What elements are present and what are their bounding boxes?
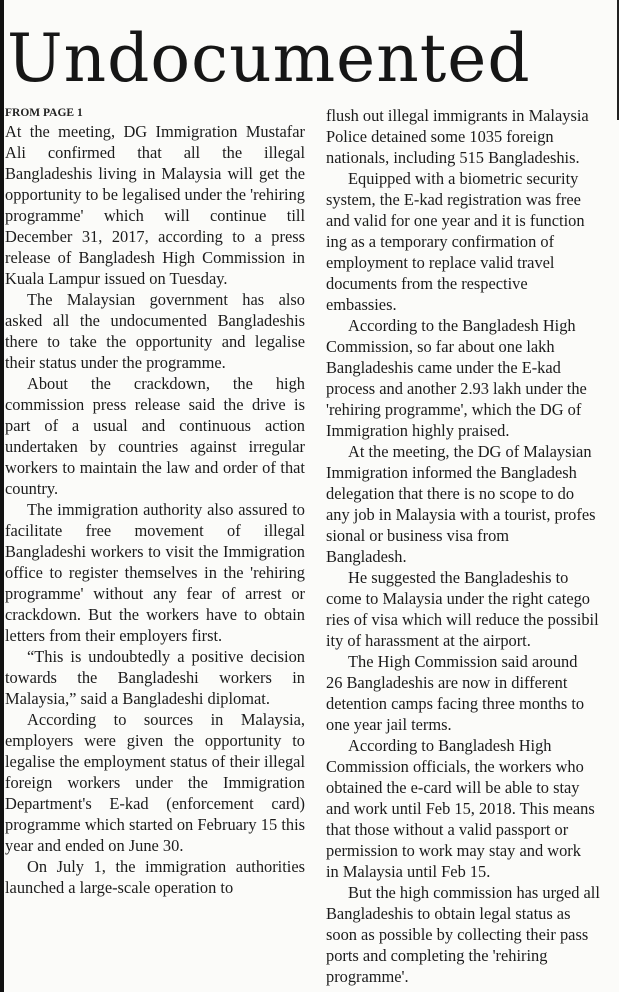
text-line: ing as a temporary confirmation of <box>326 232 555 251</box>
text-line: Immigration highly praised. <box>326 421 510 440</box>
text-line: Bangladesh. <box>326 547 407 566</box>
column-rule <box>0 0 4 992</box>
article-column-right <box>326 105 619 992</box>
text-line: According to the Bangladesh High <box>348 316 576 335</box>
text-line: come to Malaysia under the right catego <box>326 589 590 608</box>
paragraph: About the crackdown, the high commission press release said the drive is part of a usual and continuous action undertaken by countries against irregular workers to maintain the law and order of that country. <box>5 374 305 498</box>
text-line: obtained the e-card will be able to stay <box>326 778 580 797</box>
text-line: system, the E-kad registration was free <box>326 190 581 209</box>
paragraph: The immigration authority also assured to facilitate free movement of illegal Bangladeshi workers to visit the Immigration office to register themselves in the 'rehiring programme' without any fear of arrest or crackdown. But the workers have to obtain letters from their employers first. <box>5 500 305 645</box>
text-line: and valid for one year and it is function <box>326 211 585 230</box>
text-line: According to Bangladesh High <box>348 736 552 755</box>
paragraph: “This is undoubtedly a positive decision towards the Bangladeshi workers in Malaysia,” said a Bangladeshi diplomat. <box>5 647 305 708</box>
text-line: that those without a valid passport or <box>326 820 569 839</box>
paragraph: At the meeting, DG Immigration Mustafar Ali confirmed that all the illegal Bangladeshis living in Malaysia will get the opportunity to be legalised under the 'rehiring programme' which will continue till December 31, 2017, according to a press release of Bangladesh High Commission in Kuala Lampur issued on Tuesday. <box>5 122 305 288</box>
text-line: Immigration informed the Bangladesh <box>326 463 577 482</box>
text-line: detention camps facing three months to <box>326 694 585 713</box>
text-line: process and another 2.93 lakh under the <box>326 379 587 398</box>
text-line: Police detained some 1035 foreign <box>326 127 554 146</box>
text-line: Equipped with a biometric security <box>348 169 579 188</box>
headline: Undocumented <box>7 20 531 97</box>
text-line: one year jail terms. <box>326 715 452 734</box>
text-line: 'rehiring programme', which the DG of <box>326 400 582 419</box>
text-line: ries of visa which will reduce the possibil <box>326 610 599 629</box>
text-line: documents from the respective <box>326 274 528 293</box>
text-line: any job in Malaysia with a tourist, profes <box>326 505 596 524</box>
text-line: Bangladeshis came under the E-kad <box>326 358 561 377</box>
article-column-left <box>5 105 305 898</box>
paragraph: According to sources in Malaysia, employers were given the opportunity to legalise the employment status of their illegal foreign workers under the Immigration Department's E-kad (enforcement card) programme which started on February 15 this year and ended on June 30. <box>5 710 305 855</box>
text-line: ity of harassment at the airport. <box>326 631 531 650</box>
paragraph: On July 1, the immigration authorities launched a large-scale operation to <box>5 857 305 897</box>
paragraph: The Malaysian government has also asked all the undocumented Bangladeshis there to take the opportunity and legalise their status under the programme. <box>5 290 305 372</box>
text-line: At the meeting, the DG of Malaysian <box>348 442 592 461</box>
text-line: permission to work may stay and work <box>326 841 581 860</box>
text-line: The High Commission said around <box>348 652 578 671</box>
text-line: soon as possible by collecting their pass <box>326 925 589 944</box>
text-line: programme'. <box>326 967 409 986</box>
text-line: in Malaysia until Feb 15. <box>326 862 491 881</box>
text-line: Commission officials, the workers who <box>326 757 584 776</box>
text-line: But the high commission has urged all <box>348 883 600 902</box>
text-line: 26 Bangladeshis are now in different <box>326 673 568 692</box>
text-line: Bangladeshis to obtain legal status as <box>326 904 571 923</box>
text-line: embassies. <box>326 295 397 314</box>
text-line: Commission, so far about one lakh <box>326 337 555 356</box>
text-line: and work until Feb 15, 2018. This means <box>326 799 595 818</box>
text-line: ports and completing the 'rehiring <box>326 946 548 965</box>
text-line: flush out illegal immigrants in Malaysia <box>326 106 589 125</box>
text-line: employment to replace valid travel <box>326 253 555 272</box>
text-line: sional or business visa from <box>326 526 510 545</box>
text-line: delegation that there is no scope to do <box>326 484 575 503</box>
text-line: He suggested the Bangladeshis to <box>348 568 569 587</box>
text-line: nationals, including 515 Bangladeshis. <box>326 148 580 167</box>
kicker: FROM PAGE 1 <box>5 107 83 119</box>
